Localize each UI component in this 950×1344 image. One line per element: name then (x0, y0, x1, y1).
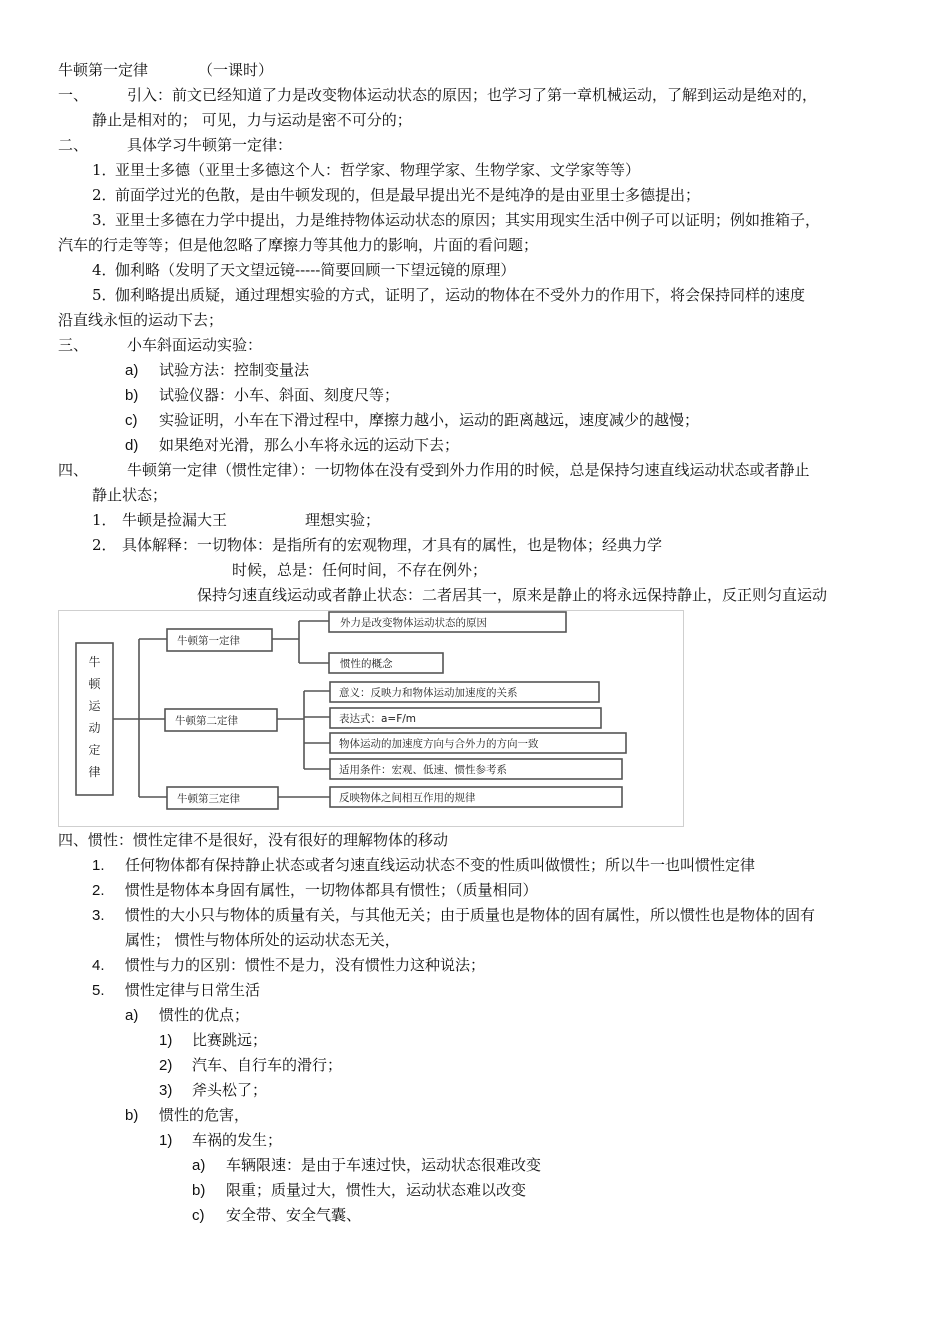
list-item (0, 208, 950, 233)
list-item (0, 158, 950, 183)
item-number: b) (192, 1182, 206, 1199)
item-number: 2) (159, 1057, 173, 1074)
item-number: 1． (92, 511, 117, 529)
law3-item: 反映物体之间相互作用的规律 (339, 792, 476, 804)
item-number: c) (192, 1207, 205, 1224)
item-text: 车祸的发生； (192, 1131, 283, 1149)
sublist-item (0, 1078, 950, 1103)
item-text: 惯性是物体本身固有属性，一切物体都具有惯性；（质量相同） (125, 881, 538, 899)
section-number: 四、 (58, 461, 89, 479)
item-number: 2． (92, 536, 117, 554)
section-number: 三、 (58, 336, 89, 354)
item-number: 3. (92, 907, 105, 924)
section-text: 小车斜面运动实验： (127, 336, 263, 354)
list-item (0, 978, 950, 1003)
item-number: 1) (159, 1032, 173, 1049)
section-text: 具体学习牛顿第一定律： (127, 136, 293, 154)
section-text: 引入：前文已经知道了力是改变物体运动状态的原因；也学习了第一章机械运动，了解到运动是绝对的， (127, 86, 818, 104)
item-text: 伽利略（发明了天文望远镜-----简要回顾一下望远镜的原理） (115, 261, 516, 279)
item-number: 5． (92, 286, 117, 304)
law2-label: 牛顿第二定律 (175, 715, 238, 727)
sublist-item (0, 1028, 950, 1053)
item-number: 1) (159, 1132, 173, 1149)
item-text: 试验仪器：小车、斜面、刻度尺等； (159, 386, 400, 404)
item-text-cont: 汽车的行走等等；但是他忽略了摩擦力等其他力的影响，片面的看问题； (58, 236, 539, 254)
item-number: 4． (92, 261, 117, 279)
law2-item: 表达式：a=F/m (339, 713, 417, 725)
item-number: b) (125, 1107, 139, 1124)
item-number: a) (125, 1007, 139, 1024)
section-4 (0, 458, 950, 483)
item-text: 惯性的大小只与物体的质量有关，与其他无关；由于质量也是物体的固有属性，所以惯性也是物体的固有 (125, 906, 816, 924)
list-item (0, 853, 950, 878)
law2-item: 物体运动的加速度方向与合外力的方向一致 (339, 738, 539, 750)
explanation-line (0, 583, 950, 608)
item-text: 惯性的危害， (159, 1106, 250, 1124)
explanation-text: 保持匀速直线运动或者静止状态：二者居其一，原来是静止的将永远保持静止，反正则匀直运动 (197, 586, 828, 604)
inertia-heading (0, 828, 950, 853)
item-text-cont: 沿直线永恒的运动下去； (58, 311, 224, 329)
sublist-item (0, 1003, 950, 1028)
list-item (0, 408, 950, 433)
list-item (0, 953, 950, 978)
item-text: 惯性的优点； (159, 1006, 250, 1024)
section-text-cont: 静止状态； (92, 486, 168, 504)
item-number: a) (192, 1157, 206, 1174)
item-text: 惯性定律与日常生活 (125, 981, 261, 999)
item-number: 3． (92, 211, 117, 229)
item-text: 亚里士多德（亚里士多德这个人：哲学家、物理学家、生物学家、文学家等等） (115, 161, 641, 179)
law2-item: 适用条件：宏观、低速、惯性参考系 (339, 764, 507, 776)
list-item (0, 383, 950, 408)
item-text: 安全带、安全气囊、 (226, 1206, 362, 1224)
list-item (0, 258, 950, 283)
list-item-cont (0, 308, 950, 333)
document-part-1 (0, 58, 950, 608)
list-item (0, 283, 950, 308)
item-text: 实验证明，小车在下滑过程中，摩擦力越小，运动的距离越远，速度减少的越慢； (159, 411, 700, 429)
section-number: 二、 (58, 136, 89, 154)
item-text: 试验方法：控制变量法 (159, 361, 310, 379)
document-part-2 (0, 828, 950, 1228)
item-text: 亚里士多德在力学中提出，力是维持物体运动状态的原因；其实用现实生活中例子可以证明；例如推箱子， (115, 211, 821, 229)
law1-item: 外力是改变物体运动状态的原因 (340, 617, 487, 629)
list-item (0, 358, 950, 383)
law1-item: 惯性的概念 (340, 658, 393, 670)
section-text-cont: 静止是相对的； 可见，力与运动是密不可分的； (92, 111, 412, 129)
item-number: a) (125, 362, 139, 379)
item-text: 汽车、自行车的滑行； (192, 1056, 343, 1074)
sublist-item (0, 1103, 950, 1128)
list-item-cont (0, 233, 950, 258)
explanation-text: 时候，总是：任何时间，不存在例外； (232, 561, 488, 579)
section-heading: 四、惯性：惯性定律不是很好，没有很好的理解物体的移动 (58, 831, 449, 849)
item-number: 1. (92, 857, 105, 874)
sublist-item (0, 1128, 950, 1153)
sublist-item (0, 1053, 950, 1078)
sublist-item (0, 1153, 950, 1178)
item-text: 具体解释：一切物体：是指所有的宏观物理，才具有的属性，也是物体；经典力学 (122, 536, 663, 554)
section-2 (0, 133, 950, 158)
item-text: 比赛跳远； (192, 1031, 268, 1049)
section-number: 一、 (58, 86, 89, 104)
title-note: （一课时） (198, 61, 274, 79)
item-text: 任何物体都有保持静止状态或者匀速直线运动状态不变的性质叫做惯性；所以牛一也叫惯性定律 (125, 856, 756, 874)
page-title: 牛顿第一定律 (58, 61, 149, 79)
item-text: 牛顿是捡漏大王 (122, 511, 228, 529)
list-item (0, 183, 950, 208)
section-1-cont (0, 108, 950, 133)
section-text: 牛顿第一定律（惯性定律）：一切物体在没有受到外力作用的时候，总是保持匀速直线运动状态或者静止 (127, 461, 810, 479)
item-number: 2. (92, 882, 105, 899)
item-text: 限重；质量过大，惯性大，运动状态难以改变 (226, 1181, 527, 1199)
explanation-line (0, 558, 950, 583)
item-number: 1． (92, 161, 117, 179)
item-number: d) (125, 437, 139, 454)
list-item (0, 533, 950, 558)
item-text: 伽利略提出质疑，通过理想实验的方式，证明了，运动的物体在不受外力的作用下，将会保持同样的速度 (115, 286, 806, 304)
list-item (0, 878, 950, 903)
root-label: 牛顿运动定律 (88, 655, 101, 779)
section-3 (0, 333, 950, 358)
item-number: b) (125, 387, 139, 404)
title-line (0, 58, 950, 83)
item-text: 车辆限速：是由于车速过快，运动状态很难改变 (226, 1156, 542, 1174)
section-4-cont (0, 483, 950, 508)
item-number: 2． (92, 186, 117, 204)
law1-label: 牛顿第一定律 (177, 635, 240, 647)
sublist-item (0, 1203, 950, 1228)
list-item (0, 433, 950, 458)
item-text: 前面学过光的色散，是由牛顿发现的，但是最早提出光不是纯净的是由亚里士多德提出； (115, 186, 701, 204)
list-item-cont (0, 928, 950, 953)
list-item (0, 903, 950, 928)
item-text: 斧头松了； (192, 1081, 268, 1099)
law3-label: 牛顿第三定律 (177, 793, 240, 805)
sublist-item (0, 1178, 950, 1203)
newton-laws-diagram (58, 610, 684, 827)
item-text-cont: 属性； 惯性与物体所处的运动状态无关， (125, 931, 400, 949)
item-number: c) (125, 412, 138, 429)
law2-item: 意义：反映力和物体运动加速度的关系 (339, 687, 518, 699)
item-extra: 理想实验； (305, 511, 381, 529)
section-1 (0, 83, 950, 108)
item-number: 4. (92, 957, 105, 974)
item-number: 3) (159, 1082, 173, 1099)
item-text: 如果绝对光滑，那么小车将永远的运动下去； (159, 436, 460, 454)
item-number: 5. (92, 982, 105, 999)
item-text: 惯性与力的区别：惯性不是力，没有惯性力这种说法； (125, 956, 486, 974)
list-item (0, 508, 950, 533)
